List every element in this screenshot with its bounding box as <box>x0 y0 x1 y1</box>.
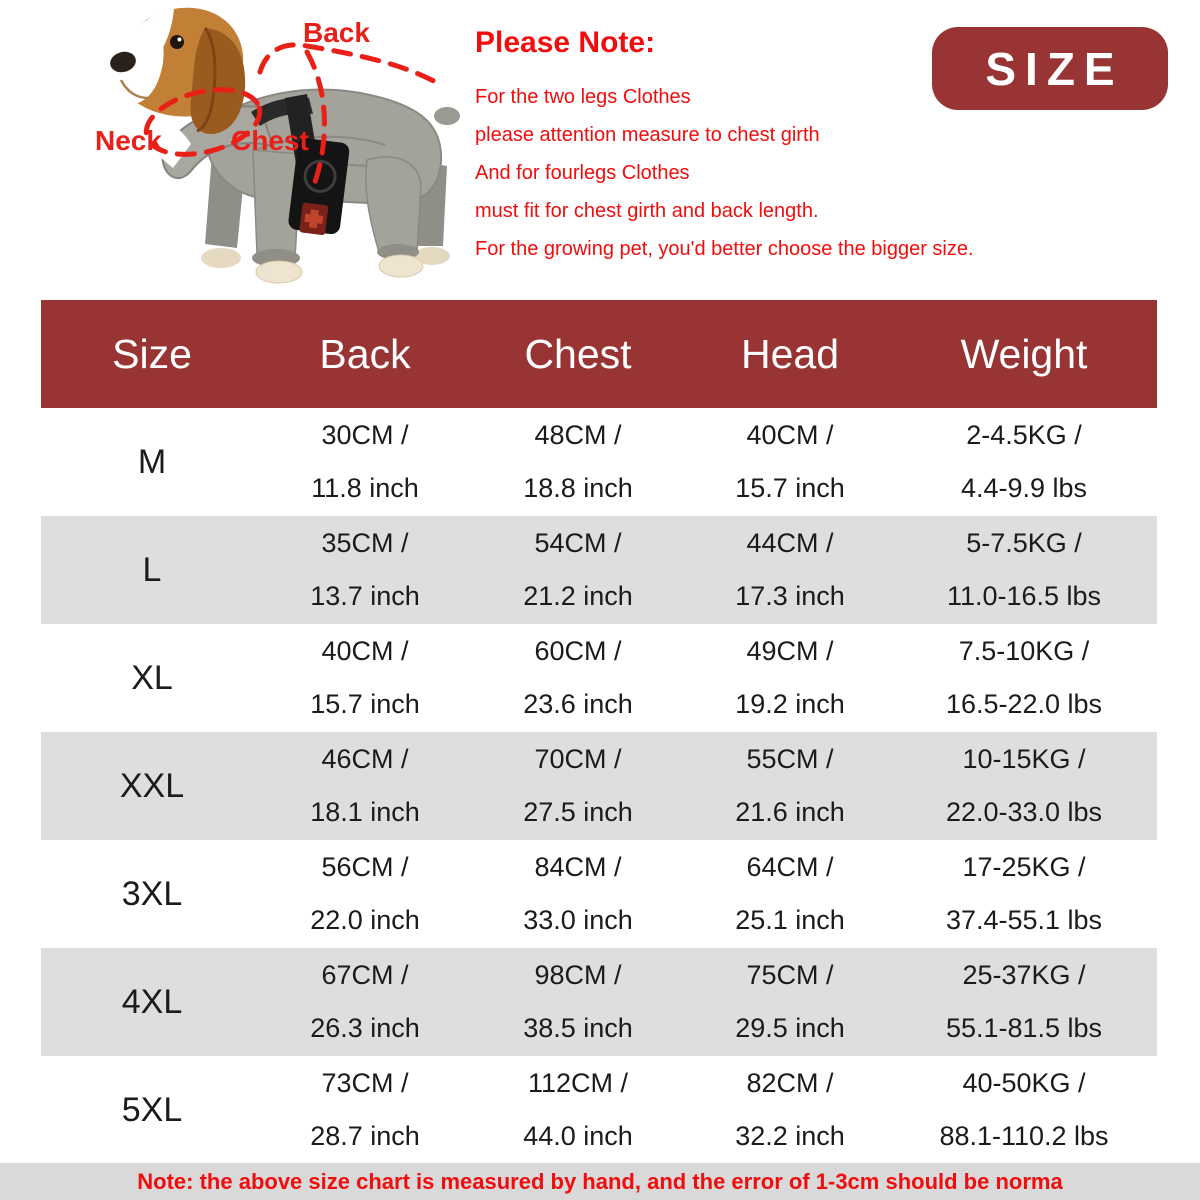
dog-paw <box>201 248 241 268</box>
size-cell: 3XL <box>121 875 183 913</box>
cm-value: 98CM / <box>534 960 622 990</box>
note-line: For the growing pet, you'd better choose the bigger size. <box>475 238 974 260</box>
weight-cell <box>891 422 1157 502</box>
back-label: Back <box>303 17 370 48</box>
inch-value: 32.2 inch <box>735 1121 845 1151</box>
cm-value: 55CM / <box>746 744 834 774</box>
head-cell <box>689 638 891 718</box>
header-weight: Weight <box>960 330 1088 377</box>
chest-cell <box>467 1070 689 1150</box>
cm-value: 40CM / <box>746 420 834 450</box>
inch-value: 28.7 inch <box>310 1121 420 1151</box>
header-size: Size <box>112 330 192 377</box>
inch-value: 25.1 inch <box>735 905 845 935</box>
lbs-value: 16.5-22.0 lbs <box>945 689 1103 719</box>
back-cell <box>263 746 467 826</box>
cm-value: 56CM / <box>321 852 409 882</box>
inch-value: 18.8 inch <box>523 473 633 503</box>
weight-cell <box>891 746 1157 826</box>
back-cell <box>263 962 467 1042</box>
lbs-value: 4.4-9.9 lbs <box>960 473 1088 503</box>
inch-value: 15.7 inch <box>735 473 845 503</box>
chest-cell <box>467 530 689 610</box>
dog-paw <box>379 255 423 277</box>
chest-cell <box>467 854 689 934</box>
cm-value: 49CM / <box>746 636 834 666</box>
inch-value: 21.6 inch <box>735 797 845 827</box>
kg-value: 40-50KG / <box>962 1068 1086 1098</box>
lbs-value: 11.0-16.5 lbs <box>946 581 1102 611</box>
header-head: Head <box>740 330 839 377</box>
lbs-value: 55.1-81.5 lbs <box>945 1013 1103 1043</box>
inch-value: 15.7 inch <box>310 689 420 719</box>
size-cell: XXL <box>119 767 185 805</box>
size-table <box>41 300 1157 1164</box>
cm-value: 82CM / <box>746 1068 834 1098</box>
inch-value: 13.7 inch <box>310 581 420 611</box>
eye-highlight <box>178 38 182 42</box>
cm-value: 112CM / <box>527 1068 629 1098</box>
head-cell <box>689 962 891 1042</box>
cm-value: 67CM / <box>321 960 409 990</box>
back-measure-line <box>260 45 443 86</box>
table-row <box>41 516 1157 624</box>
back-cell <box>263 1070 467 1150</box>
size-cell: 4XL <box>121 983 183 1021</box>
table-row <box>41 732 1157 840</box>
weight-cell <box>891 1070 1157 1150</box>
dog-tail <box>434 107 460 125</box>
weight-cell <box>891 854 1157 934</box>
head-cell <box>689 422 891 502</box>
size-cell: L <box>142 551 162 589</box>
table-row <box>41 1056 1157 1164</box>
kg-value: 2-4.5KG / <box>966 420 1082 450</box>
size-cell: 5XL <box>121 1091 183 1129</box>
header-chest: Chest <box>524 330 632 377</box>
size-cell: M <box>137 443 167 481</box>
cm-value: 46CM / <box>321 744 409 774</box>
head-cell <box>689 530 891 610</box>
inch-value: 11.8 inch <box>311 473 419 503</box>
size-badge: SIZE <box>932 27 1168 110</box>
inch-value: 26.3 inch <box>310 1013 420 1043</box>
inch-value: 33.0 inch <box>523 905 633 935</box>
chest-cell <box>467 422 689 502</box>
dog-hind-near-leg <box>366 157 421 252</box>
kg-value: 17-25KG / <box>962 852 1086 882</box>
inch-value: 23.6 inch <box>523 689 633 719</box>
size-cell: XL <box>131 659 173 697</box>
note-line: must fit for chest girth and back length. <box>475 200 819 222</box>
chest-cell <box>467 638 689 718</box>
cm-value: 60CM / <box>534 636 622 666</box>
inch-value: 18.1 inch <box>310 797 420 827</box>
kg-value: 25-37KG / <box>962 960 1086 990</box>
head-cell <box>689 746 891 826</box>
head-cell <box>689 854 891 934</box>
cm-value: 84CM / <box>534 852 622 882</box>
cm-value: 44CM / <box>746 528 834 558</box>
table-row <box>41 408 1157 516</box>
dog-eye <box>170 35 184 49</box>
head-cell <box>689 1070 891 1150</box>
table-row <box>41 840 1157 948</box>
cm-value: 54CM / <box>534 528 622 558</box>
back-cell <box>263 854 467 934</box>
inch-value: 44.0 inch <box>523 1121 633 1151</box>
kg-value: 10-15KG / <box>962 744 1086 774</box>
dog-paw <box>256 261 302 283</box>
header-back: Back <box>319 330 411 377</box>
weight-cell <box>891 530 1157 610</box>
dog-photo <box>55 0 465 295</box>
neck-label: Neck <box>95 125 162 156</box>
note-title: Please Note: <box>475 26 656 59</box>
cm-value: 40CM / <box>321 636 409 666</box>
chest-cell <box>467 746 689 826</box>
note-line: And for fourlegs Clothes <box>475 162 690 184</box>
inch-value: 27.5 inch <box>523 797 633 827</box>
kg-value: 5-7.5KG / <box>966 528 1082 558</box>
cm-value: 75CM / <box>746 960 834 990</box>
weight-cell <box>891 962 1157 1042</box>
table-row <box>41 948 1157 1056</box>
note-line: please attention measure to chest girth <box>475 124 820 146</box>
table-header-row <box>41 300 1157 408</box>
lbs-value: 22.0-33.0 lbs <box>945 797 1103 827</box>
inch-value: 21.2 inch <box>523 581 633 611</box>
back-cell <box>263 530 467 610</box>
kg-value: 7.5-10KG / <box>958 636 1090 666</box>
back-cell <box>263 638 467 718</box>
table-row <box>41 624 1157 732</box>
lbs-value: 88.1-110.2 lbs <box>939 1121 1109 1151</box>
cm-value: 30CM / <box>321 420 409 450</box>
cm-value: 35CM / <box>321 528 409 558</box>
footer-note: Note: the above size chart is measured by hand, and the error of 1-3cm should be norma <box>0 1163 1200 1200</box>
weight-cell <box>891 638 1157 718</box>
cm-value: 48CM / <box>534 420 622 450</box>
inch-value: 22.0 inch <box>310 905 420 935</box>
inch-value: 19.2 inch <box>735 689 845 719</box>
lbs-value: 37.4-55.1 lbs <box>945 905 1103 935</box>
chest-label: Chest <box>231 125 309 156</box>
inch-value: 38.5 inch <box>523 1013 633 1043</box>
cm-value: 70CM / <box>534 744 622 774</box>
cm-value: 73CM / <box>321 1068 409 1098</box>
inch-value: 29.5 inch <box>735 1013 845 1043</box>
inch-value: 17.3 inch <box>735 581 845 611</box>
back-cell <box>263 422 467 502</box>
chest-cell <box>467 962 689 1042</box>
note-line: For the two legs Clothes <box>475 86 691 108</box>
cm-value: 64CM / <box>746 852 834 882</box>
